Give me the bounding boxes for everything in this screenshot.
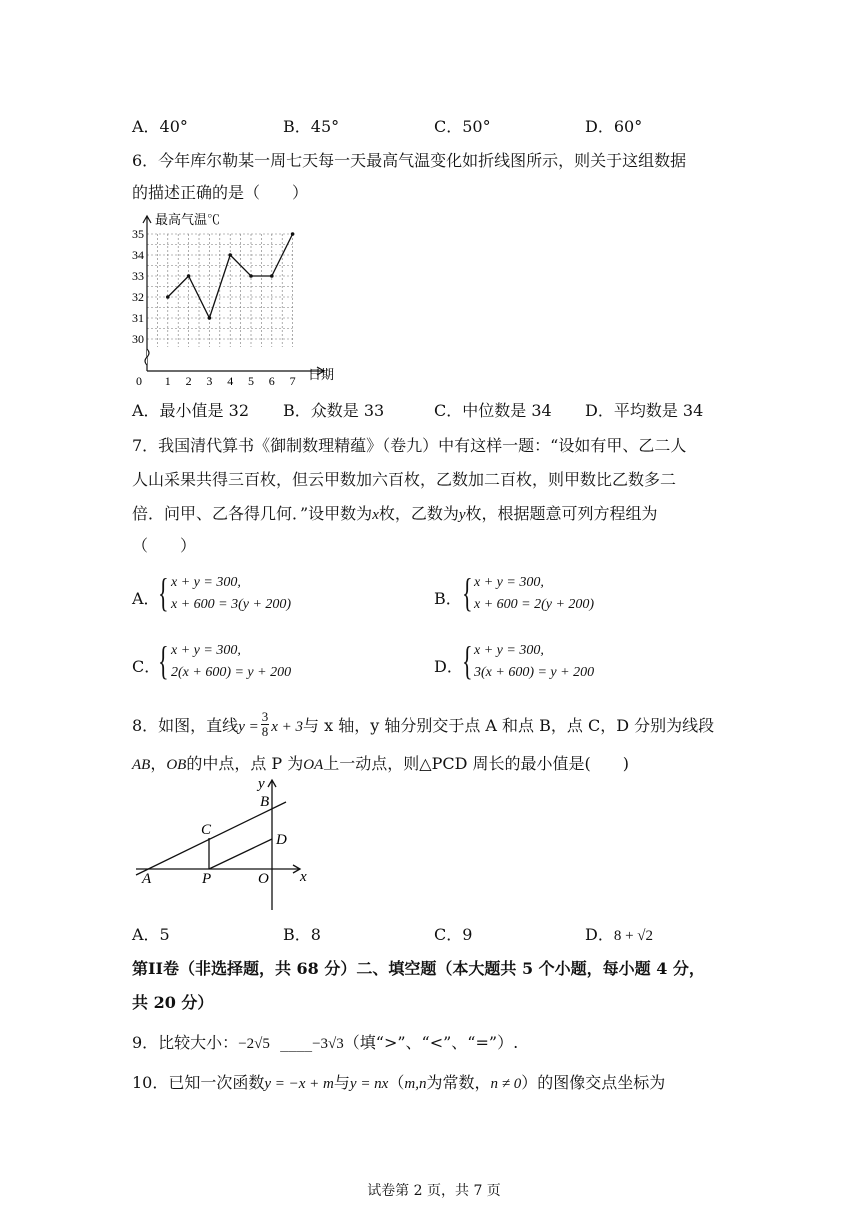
q7-option-c-eq2: 2(x + 600) = y + 200: [171, 665, 292, 680]
q10-text: [132, 1070, 665, 1093]
line-ab: [136, 802, 286, 875]
q8-text-rest: 与 x 轴，y 轴分别交于点 A 和点 B，点 C，D 分别为线段: [303, 716, 715, 735]
data-point: [166, 295, 170, 299]
q10-prefix: 10．已知一次函数: [132, 1073, 265, 1092]
q7-line3-b: 枚，乙数为: [378, 504, 459, 523]
q7-option-c-eq1: x + y = 300,: [171, 643, 241, 658]
x-tick-label: 4: [227, 374, 234, 388]
q7-option-b-eq2: x + 600 = 2(y + 200): [474, 597, 595, 612]
q8-text-line1: [132, 709, 715, 741]
q8-prefix: 8．如图，直线: [132, 716, 239, 735]
q7-text-line4: （ ）: [132, 536, 197, 555]
q7-option-a-eq1: x + y = 300,: [171, 575, 241, 590]
q10-and: 与: [333, 1073, 350, 1092]
chart-axis-break: [145, 349, 149, 365]
q7-var-y: y: [458, 507, 466, 523]
q7-line3-a: 倍．问甲、乙各得几何．”设甲数为: [132, 504, 373, 523]
q5-option-b: B．45°: [283, 117, 340, 136]
data-point: [187, 274, 191, 278]
q6-text-line2: 的描述正确的是（ ）: [132, 183, 309, 202]
label-p: P: [202, 871, 212, 887]
x-tick-label: 2: [185, 374, 192, 388]
y-tick-label: 32: [132, 290, 144, 304]
q7-option-b-label: B．: [434, 589, 462, 608]
label-o: O: [258, 871, 269, 887]
x-tick-label: 1: [164, 374, 171, 388]
q7-option-a-brace: {: [158, 570, 169, 615]
q8-eq-lhs: y =: [238, 719, 259, 735]
q8-option-d-math: 8 + √2: [613, 928, 654, 944]
x-tick-label: 6: [268, 374, 275, 388]
q8-seg-ab: AB: [132, 757, 151, 773]
q8-question-end: 上一动点，则△PCD 周长的最小值是( ): [323, 754, 630, 773]
q7-option-a-label: A．: [132, 589, 160, 608]
data-point: [208, 316, 212, 320]
x-tick-label: 7: [289, 374, 296, 388]
q7-option-a-eq2: x + 600 = 3(y + 200): [171, 597, 292, 612]
q8-midpoint-text: 的中点，点 P 为: [186, 754, 304, 773]
q7-text-line3: [132, 501, 658, 524]
q6-option-d: D．平均数是 34: [585, 401, 704, 420]
label-x: x: [300, 869, 307, 885]
q10-func1: y = −x + m: [264, 1076, 334, 1092]
section-2-header-line2: 共 20 分）: [132, 993, 214, 1012]
q7-option-d-eq2: 3(x + 600) = y + 200: [474, 665, 595, 680]
x-axis-label: 日期: [308, 367, 335, 382]
q10-params: m,n: [404, 1076, 427, 1092]
q9-text: [132, 1030, 518, 1053]
q10-condition: n ≠ 0: [490, 1076, 522, 1092]
y-tick-label: 30: [132, 332, 144, 346]
q7-option-c-brace: {: [158, 638, 169, 683]
label-a: A: [142, 871, 152, 887]
q7-option-c-label: C．: [132, 657, 161, 676]
q7-option-d-label: D．: [434, 657, 463, 676]
q8-option-b: B．8: [283, 925, 321, 944]
q8-sep: ，: [150, 754, 167, 773]
x-tick-label: 3: [206, 374, 213, 388]
q7-option-d-eq1: x + y = 300,: [474, 643, 544, 658]
data-point: [228, 253, 232, 257]
segment-pd: [209, 839, 272, 869]
y-tick-label: 35: [132, 227, 144, 241]
q6-option-c: C．中位数是 34: [434, 401, 552, 420]
data-point: [249, 274, 253, 278]
chart-labels: [132, 212, 334, 388]
q9-prefix: 9．比较大小：: [132, 1033, 239, 1052]
q8-fraction: [261, 710, 270, 739]
q5-option-a: A．40°: [132, 117, 188, 136]
y-tick-label: 34: [132, 248, 144, 262]
q7-line3-c: 枚，根据题意可列方程组为: [465, 504, 658, 523]
q10-constants: 为常数，: [426, 1073, 491, 1092]
label-b: B: [260, 794, 270, 810]
q7-text-line1: 7．我国清代算书《御制数理精蕴》（卷九）中有这样一题：“设如有甲、乙二人: [132, 436, 687, 455]
chart-grid: [147, 234, 293, 347]
label-y: y: [258, 776, 265, 792]
q8-frac-den: 8: [261, 724, 269, 739]
q8-option-d-label: D．: [585, 925, 614, 944]
q9-blank: ____: [280, 1033, 313, 1052]
q5-option-d: D．60°: [585, 117, 643, 136]
q10-paren-open: （: [388, 1073, 405, 1092]
y-tick-label: 33: [132, 269, 144, 283]
q5-option-c: C．50°: [434, 117, 491, 136]
q8-seg-oa: OA: [303, 757, 324, 773]
temperature-line-chart: [128, 208, 338, 388]
q9-expr1: −2√5: [238, 1036, 270, 1052]
page-footer: 试卷第 2 页，共 7 页: [367, 1183, 501, 1199]
y-tick-label: 31: [132, 311, 144, 325]
q10-func2: y = nx: [349, 1076, 389, 1092]
x-tick-label: 5: [248, 374, 254, 388]
section-2-header-line1: 第II卷（非选择题，共 68 分）二、填空题（本大题共 5 个小题，每小题 4 分，: [132, 959, 705, 978]
data-point: [291, 232, 295, 236]
data-point: [270, 274, 274, 278]
q8-eq-rhs: x + 3: [271, 719, 303, 735]
q8-frac-num: 3: [261, 709, 269, 724]
q6-text-line1: 6．今年库尔勒某一周七天每一天最高气温变化如折线图所示，则关于这组数据: [132, 151, 687, 170]
q7-option-b-brace: {: [462, 570, 473, 615]
q7-option-b-eq1: x + y = 300,: [474, 575, 544, 590]
q7-var-x: x: [372, 507, 379, 523]
label-d: D: [276, 832, 287, 848]
q9-suffix: （填“>”、“<”、“=”）.: [343, 1033, 519, 1052]
q7-text-line2: 人山采果共得三百枚，但云甲数加六百枚，乙数加二百枚，则甲数比乙数多二: [132, 470, 677, 489]
q8-seg-ob: OB: [166, 757, 187, 773]
q10-suffix: ）的图像交点坐标为: [521, 1073, 666, 1092]
q7-option-d-brace: {: [462, 638, 473, 683]
label-c: C: [201, 822, 212, 838]
q8-option-d: [585, 922, 653, 945]
q8-option-c: C．9: [434, 925, 473, 944]
q6-option-a: A．最小值是 32: [132, 401, 250, 420]
q8-geometry-figure: [128, 768, 328, 918]
q9-expr2: −3√3: [312, 1036, 344, 1052]
y-axis-label: 最高气温℃: [155, 212, 221, 227]
origin-label: 0: [136, 374, 142, 388]
q6-option-b: B．众数是 33: [283, 401, 385, 420]
q8-option-a: A．5: [132, 925, 170, 944]
